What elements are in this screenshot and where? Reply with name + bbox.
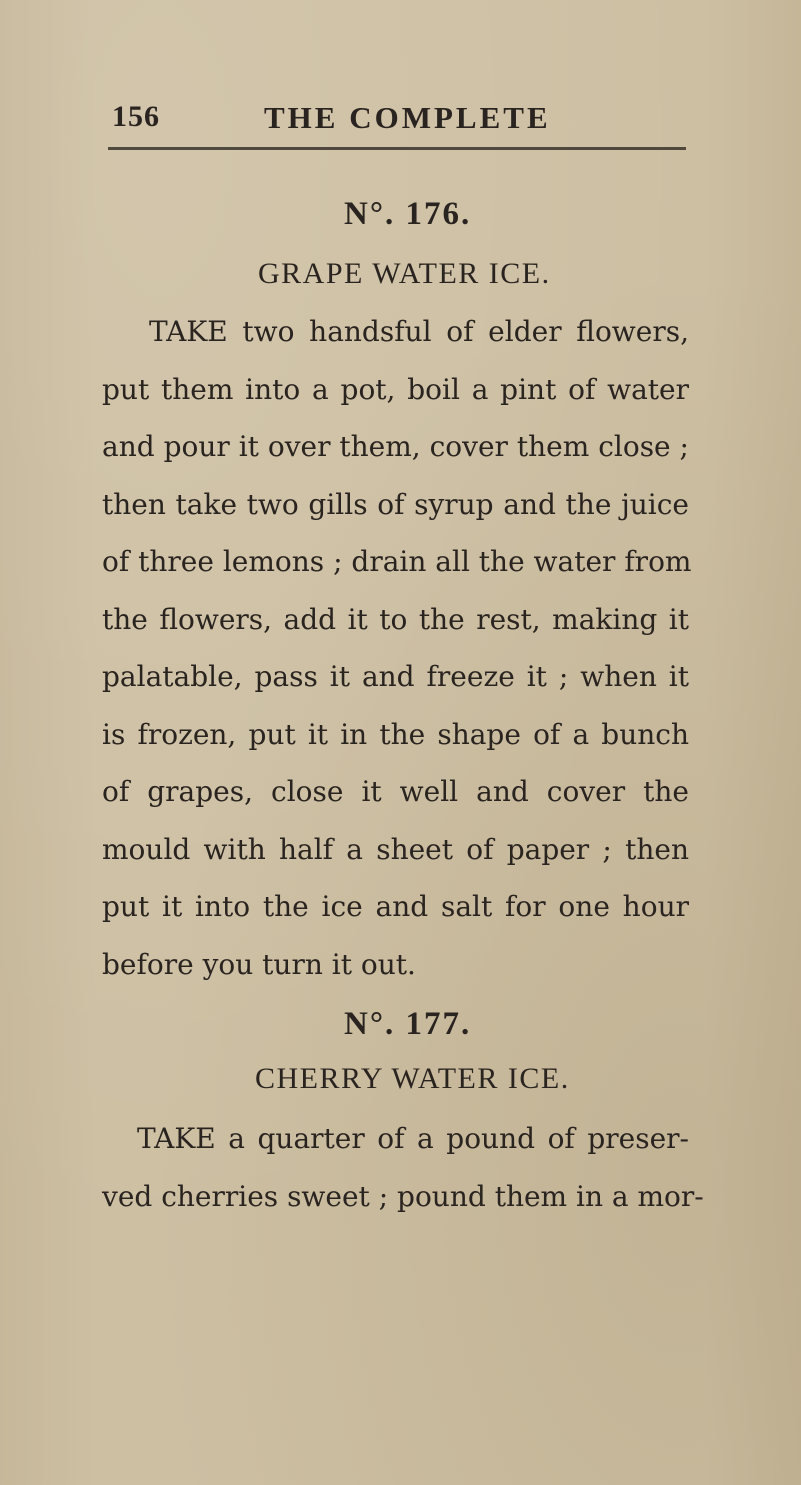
header-rule	[108, 147, 686, 150]
recipe-body-177	[102, 1110, 704, 1225]
text-line: TAKE a quarter of a pound of preser-	[137, 1122, 689, 1155]
text-line: ved cherries sweet ; pound them in a mor-	[102, 1179, 704, 1213]
text-line: palatable, pass it and freeze it ; when it	[102, 660, 689, 693]
recipe-title-grape-water-ice: GRAPE WATER ICE.	[258, 257, 551, 290]
text-line: is frozen, put it in the shape of a bunch	[102, 717, 689, 751]
recipe-number-176: N°. 176.	[344, 196, 472, 232]
text-line: mould with half a sheet of paper ; then	[102, 832, 689, 866]
text-line: the flowers, add it to the rest, making it	[102, 602, 689, 636]
recipe-number-177: N°. 177.	[344, 1006, 472, 1042]
text-line: put them into a pot, boil a pint of water	[102, 372, 689, 406]
page-number: 156	[112, 100, 160, 133]
text-line: of grapes, close it well and cover the	[102, 775, 689, 808]
text-line: and pour it over them, cover them close ;	[102, 430, 689, 463]
running-head	[112, 100, 712, 140]
book-title: THE COMPLETE	[264, 100, 551, 135]
text-line: before you turn it out.	[102, 947, 416, 981]
text-line: TAKE two handsful of elder flowers,	[149, 315, 689, 348]
recipe-title-cherry-water-ice: CHERRY WATER ICE.	[255, 1062, 570, 1095]
recipe-body-176	[102, 303, 692, 993]
text-line: of three lemons ; drain all the water from	[102, 545, 692, 578]
text-line: put it into the ice and salt for one hour	[102, 890, 689, 923]
text-line: then take two gills of syrup and the juice	[102, 487, 689, 521]
